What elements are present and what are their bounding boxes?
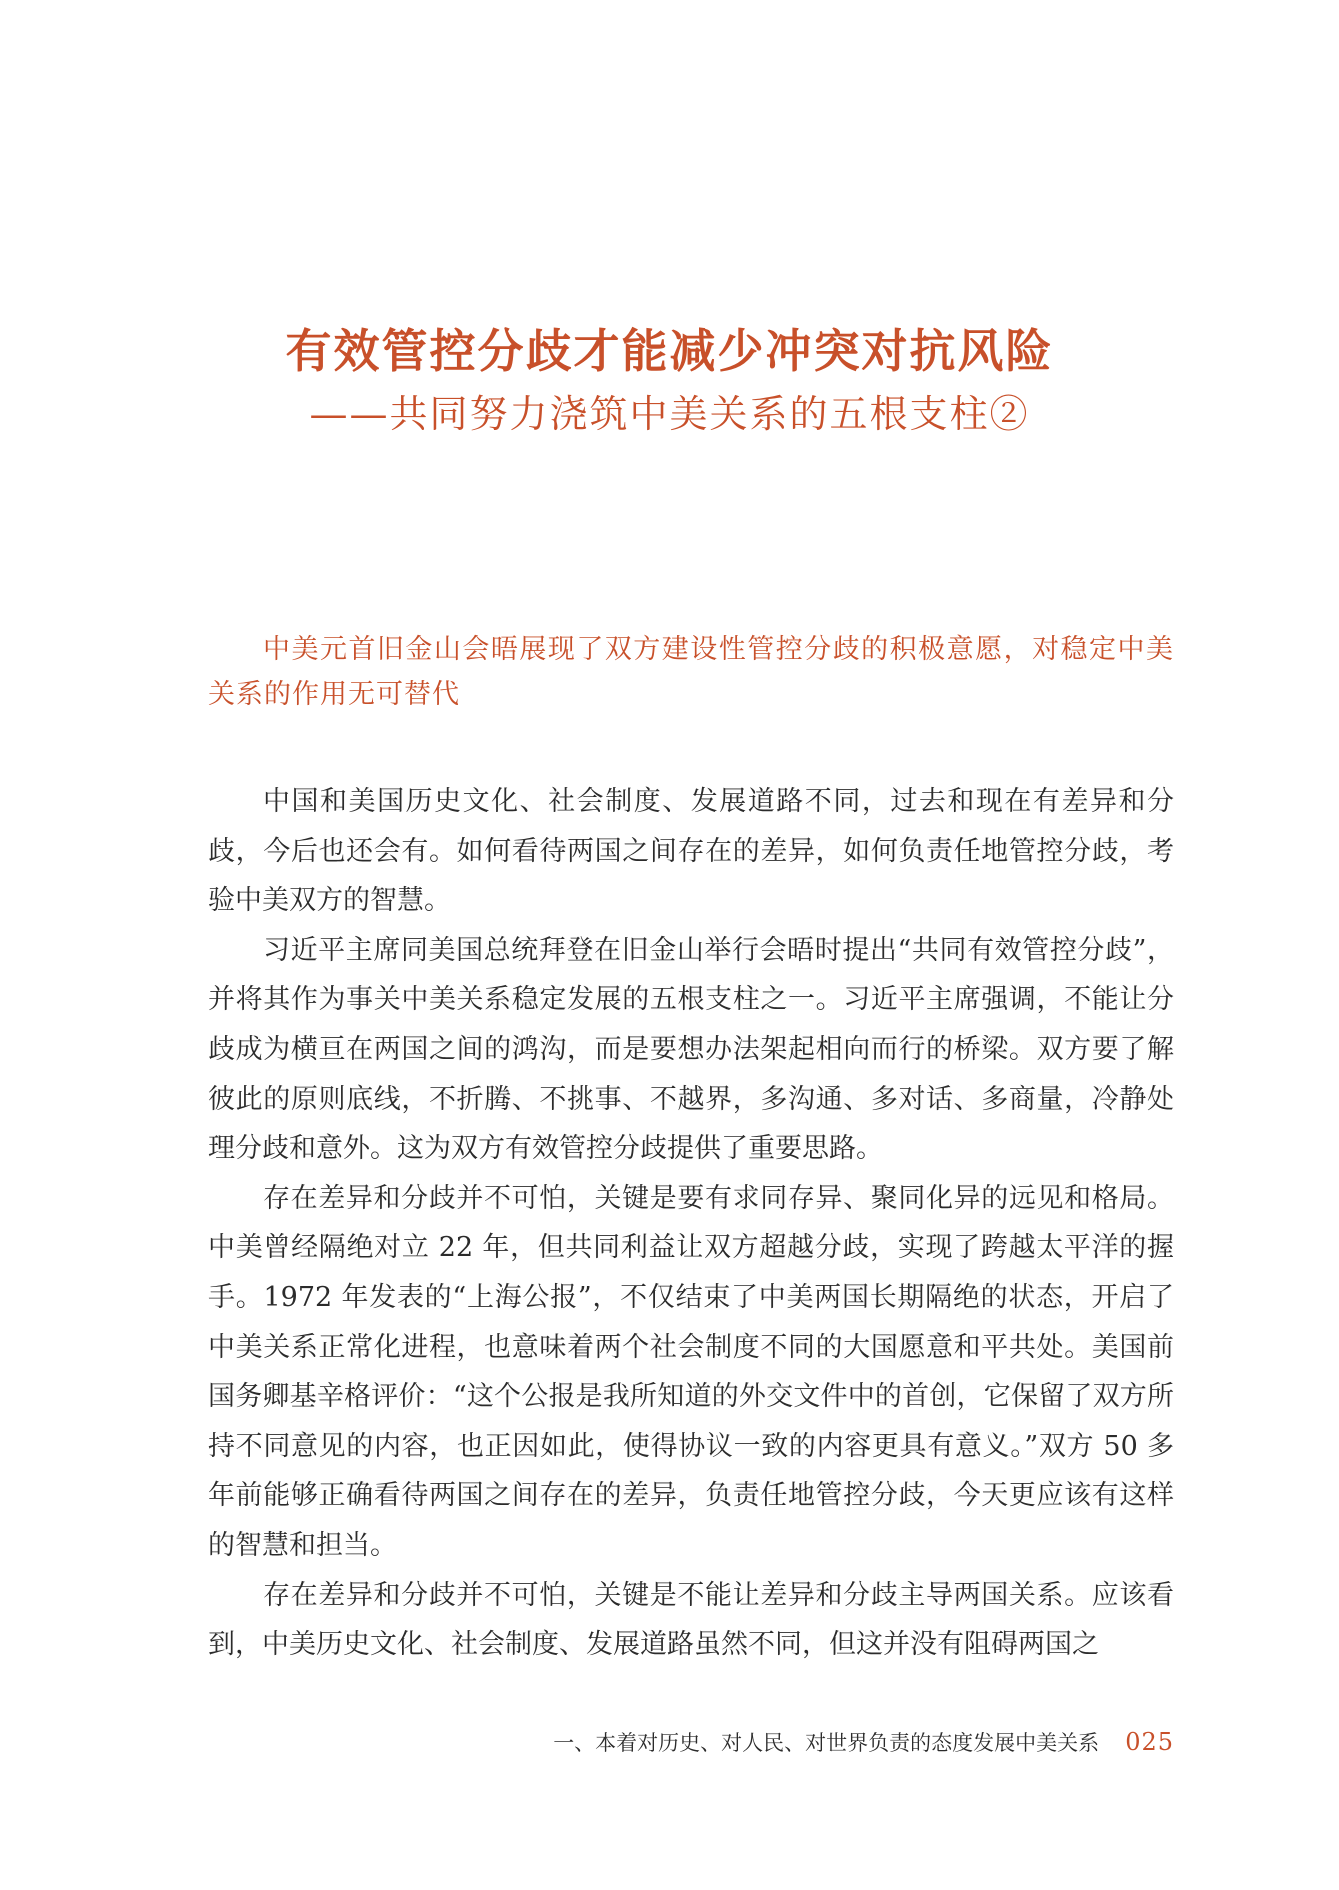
lead-summary: 中美元首旧金山会晤展现了双方建设性管控分歧的积极意愿，对稳定中美关系的作用无可替代: [208, 634, 1174, 710]
body-paragraph: 习近平主席同美国总统拜登在旧金山举行会晤时提出“共同有效管控分歧”，并将其作为事关中美关系稳定发展的五根支柱之一。习近平主席强调，不能让分歧成为横亘在两国之间的鸿沟，而是要想办法架起相向而行的桥梁。双方要了解彼此的原则底线，不折腾、不挑事、不越界，多沟通、多对话、多商量，冷静处理分歧和意外。这为双方有效管控分歧提供了重要思路。: [208, 934, 1174, 1165]
title-block: [0, 318, 1339, 444]
page-footer: [208, 1727, 1174, 1758]
body-paragraph: 存在差异和分歧并不可怕，关键是不能让差异和分歧主导两国关系。应该看到，中美历史文化、社会制度、发展道路虽然不同，但这并没有阻碍两国之: [208, 1579, 1174, 1661]
body-paragraph: 中国和美国历史文化、社会制度、发展道路不同，过去和现在有差异和分歧，今后也还会有。如何看待两国之间存在的差异，如何负责任地管控分歧，考验中美双方的智慧。: [208, 786, 1174, 917]
article-subtitle: ——共同努力浇筑中美关系的五根支柱②: [309, 392, 1030, 436]
body-paragraph: 存在差异和分歧并不可怕，关键是要有求同存异、聚同化异的远见和格局。中美曾经隔绝对立 22 年，但共同利益让双方超越分歧，实现了跨越太平洋的握手。1972 年发表的“上海公报”，不仅结束了中美两国长期隔绝的状态，开启了中美关系正常化进程，也意味着两个社会制度不同的大国愿意和平共处。美国前国务卿基辛格评价：“这个公报是我所知道的外交文件中的首创，它保留了双方所持不同意见的内容，也正因如此，使得协议一致的内容更具有意义。”双方 50 多年前能够正确看待两国之间存在的差异，负责任地管控分歧，今天更应该有这样的智慧和担当。: [208, 1182, 1174, 1561]
article-title: 有效管控分歧才能减少冲突对抗风险: [285, 324, 1054, 378]
page-number: 025: [1125, 1728, 1174, 1756]
running-footer-title: 一、本着对历史、对人民、对世界负责的态度发展中美关系: [553, 1731, 1100, 1755]
article-body: [208, 777, 1174, 1670]
